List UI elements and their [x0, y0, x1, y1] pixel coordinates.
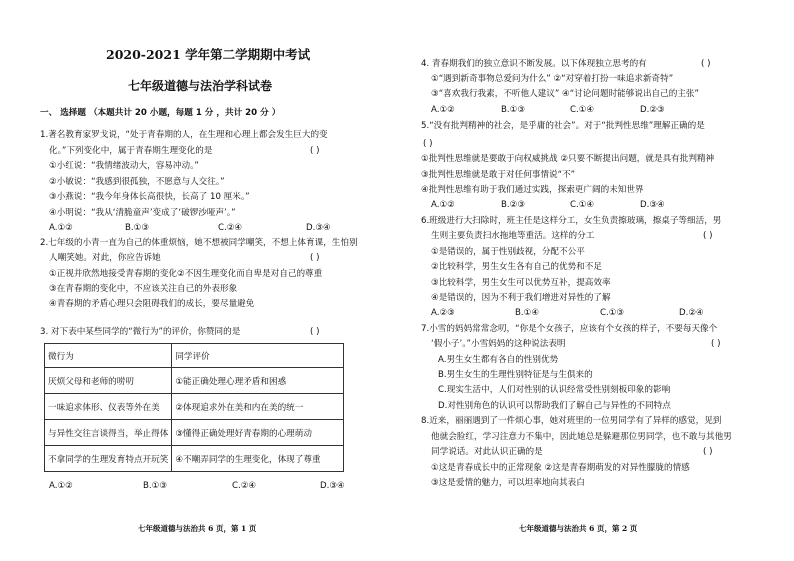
q3-option-b: B.①③	[143, 481, 168, 491]
q3-option-c: C.②④	[232, 481, 257, 491]
table-header-cell: 微行为	[45, 344, 172, 368]
q2-answer-paren: ( )	[310, 253, 320, 263]
q8-line: ①这是青春成长中的正常现象 ②这是青春期萌发的对异性朦胧的情感	[431, 463, 690, 473]
q4-line: 4. 青春期我们的独立意识不断发展。以下体现独立思考的有	[421, 59, 647, 69]
q8-line: ③这是爱情的魅力，可以坦率地向其表白	[431, 478, 585, 488]
q7-option-d: D.对性别角色的认识可以帮助我们了解自己与异性的不同特点	[438, 401, 671, 411]
q1-option-b: B.①③	[125, 223, 150, 233]
table-row	[45, 420, 344, 446]
q1-option-a: A.①②	[49, 223, 73, 233]
behavior-evaluation-table	[44, 343, 344, 472]
q6-line: ②比较科学，男生女生各有自己的优势和不足	[431, 262, 602, 272]
table-cell: ④不嘲弄同学的生理变化，体现了尊重	[172, 446, 344, 472]
q1-line: ①小红说：“我情绪波动大，容易冲动。”	[49, 161, 199, 171]
q4-option-d: D.②③	[640, 105, 665, 115]
q6-answer-paren: ( )	[703, 231, 713, 241]
q1-option-c: C.②④	[218, 223, 243, 233]
q7-option-b: B.男生女生的生理性别特征是与生俱来的	[438, 370, 593, 380]
q1-line: ④小明说：“我从‘清脆童声’变成了‘破锣沙哑声’。”	[49, 208, 236, 218]
table-cell: ③懂得正确处理好青春期的心理萌动	[172, 420, 344, 446]
q6-line: ③比较科学，男生女生可以优势互补，提高效率	[431, 278, 611, 288]
table-header-cell: 同学评价	[172, 344, 344, 368]
table-cell: ①能正确处理心理矛盾和困惑	[172, 368, 344, 394]
exam-subtitle: 七年级道德与法治学科试卷	[128, 79, 273, 93]
q8-line: 同学说话。对此认识正确的是	[431, 447, 543, 457]
q6-line: ①是错误的，属于性别歧视，分配不公平	[431, 247, 585, 257]
table-row	[45, 368, 344, 394]
q5-answer-paren: ( )	[423, 139, 433, 149]
q1-line: ②小敏说：“我感到很孤独，不愿意与人交往。”	[49, 177, 225, 187]
page-footer: 七年级道德与法治共 6 页，第 2 页	[519, 524, 638, 533]
q2-line: ①正视并欣然地接受青春期的变化②不因生理变化而自卑是对自己的尊重	[49, 269, 323, 279]
q6-option-a: A.②③	[431, 308, 455, 318]
q8-answer-paren: ( )	[703, 447, 713, 457]
q7-line: ‘假小子’。”小雪妈妈的这种说法表明	[431, 339, 566, 349]
q6-option-d: D.②④	[679, 308, 704, 318]
page-footer: 七年级道德与法治共 6 页，第 1 页	[138, 524, 257, 533]
table-row	[45, 394, 344, 420]
q5-option-a: A.①②	[431, 200, 455, 210]
q4-line: ①“遇到新奇事物总爱问为什么” ②“对穿着打扮一味追求新奇特”	[431, 74, 674, 84]
right-page	[397, 0, 794, 561]
q7-option-c: C.现实生活中，人们对性别的认识经常受性别刻板印象的影响	[438, 385, 671, 395]
q8-line: 8.近来，丽丽遇到了一件烦心事，她对班里的一位男同学有了异样的感觉，见到	[421, 416, 722, 426]
q3-answer-paren: ( )	[310, 327, 320, 337]
q3-option-a: A.①②	[49, 481, 73, 491]
q6-line: ④是错误的，因为不利于我们增进对异性的了解	[431, 293, 611, 303]
q1-line: ③小燕说：“我今年身体长高很快，长高了 10 厘米。”	[49, 192, 250, 202]
table-cell: ②体现追求外在美和内在美的统一	[172, 394, 344, 420]
q6-option-c: C.①③	[600, 308, 625, 318]
q1-line: 1.著名教育家罗戈说，“处于青春期的人，在生理和心理上都会发生巨大的变	[40, 130, 328, 140]
q2-line: 2.七年级的小青一直为自己的体重烦恼，她不想被同学嘲笑，不想上体育课，生怕别	[40, 238, 358, 248]
table-row	[45, 446, 344, 472]
q7-option-a: A.男生女生都有各自的性别优势	[438, 355, 559, 365]
q2-line: 人嘲笑她。对此，你应告诉她	[49, 253, 161, 263]
q3-line: 3. 对下表中某些同学的“微行为”的评价，你赞同的是	[40, 327, 241, 337]
q6-option-b: B.①④	[515, 308, 540, 318]
table-cell: 厌烦父母和老师的唠叨	[45, 368, 172, 394]
q4-answer-paren: ( )	[701, 59, 711, 69]
table-cell: 与异性交往言谈得当，举止得体	[45, 420, 172, 446]
q2-line: ③在青春期的变化中，不应该关注自己的外表形象	[49, 284, 238, 294]
q7-line: 7.小雪的妈妈常常念叨，“你是个女孩子，应该有个女孩的样子，不要每天像个	[421, 324, 718, 334]
q5-line: 5.“没有批判精神的社会，是乎庸的社会”。对于“批判性思维”理解正确的是	[421, 121, 705, 131]
q6-line: 6.班级进行大扫除时，班主任是这样分工，女生负责擦玻璃，擦桌子等细活，男	[421, 216, 722, 226]
q1-option-d: D.③④	[306, 223, 331, 233]
q1-line: 化。”下列变化中，属于青春期生理变化的是	[49, 146, 213, 156]
q6-line: 生则主要负责扫水拖地等重活。这样的分工	[431, 231, 595, 241]
q4-option-c: C.①④	[570, 105, 595, 115]
section-heading: 一、 选择题 （本题共计 20 小题，每题 1 分 ，共计 20 分 ）	[40, 108, 281, 118]
q4-line: ③“喜欢我行我素，不听他人建议” ④“讨论问题时能够说出自己的主张”	[431, 89, 699, 99]
q5-line: ①批判性思维就是要敢于向权威挑战 ②只要不断提出问题，就是具有批判精神	[421, 154, 715, 164]
q2-line: ④青春期的矛盾心理只会阻碍我们的成长，要尽量避免	[49, 299, 255, 309]
q4-option-b: B.①③	[501, 105, 526, 115]
q8-line: 他就会脸红，学习注意力不集中，因此她总是躲避那位男同学，也不敢与其他男	[431, 432, 732, 442]
q5-option-b: B.②③	[501, 200, 526, 210]
table-cell: 不拿同学的生理发育特点开玩笑	[45, 446, 172, 472]
q1-answer-paren: ( )	[310, 146, 320, 156]
q5-line: ④批判性思维有助于我们通过实践，探索更广阔的未知世界	[421, 185, 644, 195]
q5-option-c: C.①④	[570, 200, 595, 210]
q5-option-d: D.③④	[640, 200, 665, 210]
q3-option-d: D.③④	[320, 481, 345, 491]
table-cell: 一味追求体形、仪表等外在美	[45, 394, 172, 420]
table-header-row	[45, 344, 344, 368]
exam-title: 2020-2021 学年第二学期期中考试	[106, 47, 311, 62]
q7-answer-paren: ( )	[711, 339, 721, 349]
q5-line: ③批判性思维就是敢于对任何事情说“不”	[421, 170, 576, 180]
q4-option-a: A.①②	[431, 105, 455, 115]
